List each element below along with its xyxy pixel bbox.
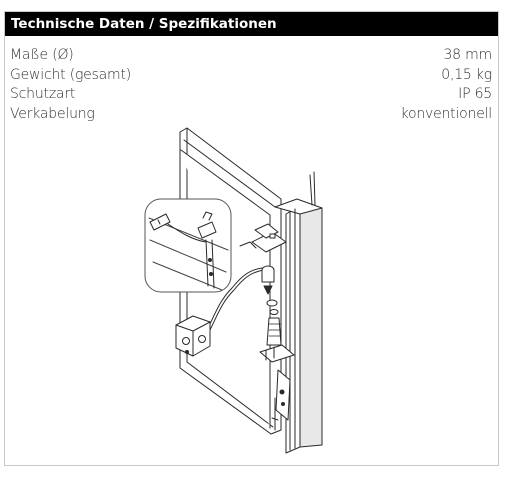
spec-label: Verkabelung <box>10 105 95 122</box>
spec-value: 0,15 kg <box>441 66 492 83</box>
panel-title: Technische Daten / Spezifikationen <box>5 12 498 36</box>
detail-inset <box>145 199 231 292</box>
spec-label: Schutzart <box>10 86 76 102</box>
spec-value: konventionell <box>400 105 492 122</box>
spec-value: IP 65 <box>458 86 492 102</box>
spec-value: 38 mm <box>443 47 492 63</box>
spec-label: Maße (Ø) <box>10 47 74 63</box>
spec-label: Gewicht (gesamt) <box>10 66 132 83</box>
